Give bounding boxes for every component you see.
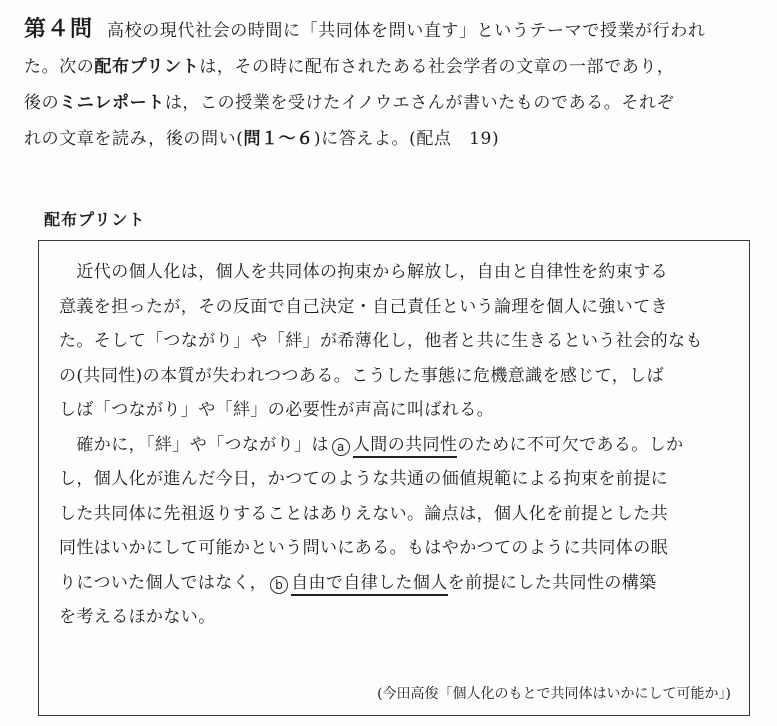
handout-line: し，個人化が進んだ今日，かつてのような共通の価値規範による拘束を前提に xyxy=(59,469,668,489)
question-number: 第４問 xyxy=(24,17,94,42)
underlined-phrase-a: 人間の共同性 xyxy=(353,435,457,458)
question-line-1 xyxy=(24,12,769,49)
marker-b-icon: b xyxy=(270,576,288,594)
citation: (今田高俊「個人化のもとで共同体はいかにして可能か」) xyxy=(377,686,731,702)
question-range: 問１～６ xyxy=(243,129,314,149)
handout-title: 配布プリント xyxy=(44,210,146,229)
question-text-4c: )に答えよ。(配点 19) xyxy=(313,129,500,149)
question-text-3c: は，この授業を受けたイノウエさんが書いたものである。それぞ xyxy=(164,93,675,113)
question-text-4a: れの文章を読み，後の問い( xyxy=(24,129,244,149)
handout-text xyxy=(59,255,749,635)
handout-line: の(共同性)の本質が失われつつある。こうした事態に危機意識を感じて，しば xyxy=(59,365,664,386)
marker-a-icon: a xyxy=(332,438,350,456)
handout-reference: 配布プリント xyxy=(94,57,200,77)
question-text-1: 高校の現代社会の時間に「共同体を問い直す」というテーマで授業が行われ xyxy=(107,21,706,41)
underlined-phrase-b: 自由で自律した個人 xyxy=(291,573,448,596)
handout-box xyxy=(38,240,750,716)
question-intro xyxy=(24,12,769,157)
question-line-3 xyxy=(24,85,769,121)
mini-report-reference: ミニレポート xyxy=(59,93,165,113)
handout-line: を考えるほかない。 xyxy=(59,607,216,627)
handout-line: 同性はいかにして可能かという問いにある。もはやかつてのように共同体の眠 xyxy=(59,538,668,558)
handout-line: 意義を担ったが，その反面で自己決定・自己責任という論理を個人に強いてき xyxy=(59,296,668,317)
handout-text-segment: のために不可欠である。しか xyxy=(457,434,684,455)
question-text-2c: は，その時に配布されたある社会学者の文章の一部であり， xyxy=(199,57,675,77)
handout-line: た。そして「つながり」や「絆」が希薄化し，他者と共に生きるという社会的なも xyxy=(59,331,703,351)
handout-line-underline-b xyxy=(59,566,749,601)
question-text-3a: 後の xyxy=(24,93,60,113)
handout-text-segment: 確かに，「絆」や「つながり」は xyxy=(59,434,329,455)
question-line-4 xyxy=(24,121,769,157)
handout-text-segment: りについた個人ではなく， xyxy=(59,572,268,593)
question-text-2a: た。次の xyxy=(24,57,95,77)
question-line-2 xyxy=(24,49,769,85)
handout-line: 近代の個人化は，個人を共同体の拘束から解放し，自由と自律性を約束する xyxy=(59,262,668,282)
handout-line-underline-a xyxy=(59,428,749,463)
handout-line: した共同体に先祖返りすることはありえない。論点は，個人化を前提とした共 xyxy=(59,503,668,524)
handout-text-segment: を前提にした共同性の構築 xyxy=(447,572,657,593)
handout-line: しば「つながり」や「絆」の必要性が声高に叫ばれる。 xyxy=(59,400,494,420)
